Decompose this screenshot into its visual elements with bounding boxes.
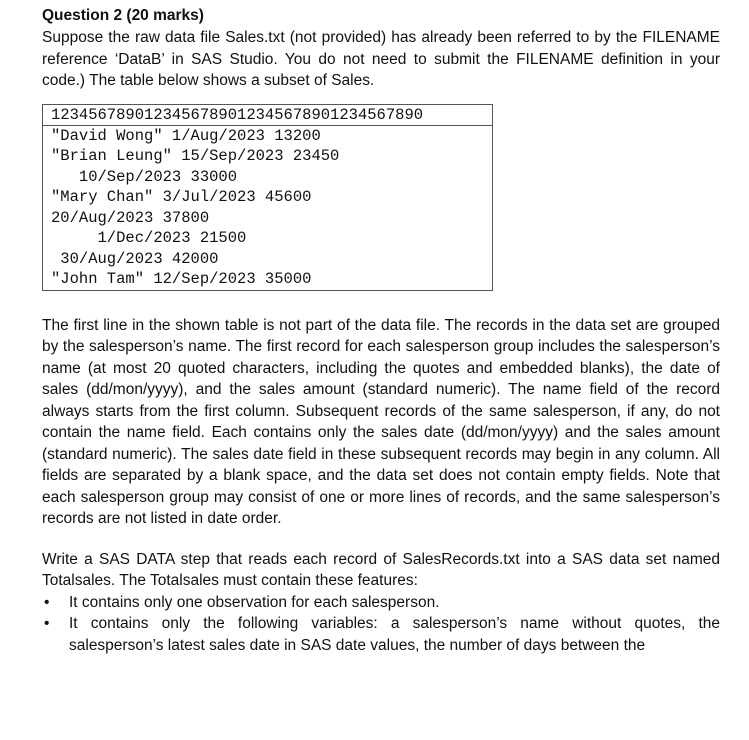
requirements-list — [42, 592, 720, 657]
data-table — [42, 104, 493, 291]
data-row: 20/Aug/2023 37800 — [51, 208, 210, 227]
data-row: 10/Sep/2023 33000 — [51, 167, 238, 186]
question-heading: Question 2 (20 marks) — [42, 7, 204, 24]
bullet-icon: • — [44, 593, 50, 611]
requirement-item — [42, 613, 720, 656]
data-row: "Brian Leung" 15/Sep/2023 23450 — [51, 147, 340, 165]
column-ruler: 1234567890123456789012345678901234567890 — [43, 105, 492, 126]
data-row: 30/Aug/2023 42000 — [51, 249, 219, 268]
data-row: 1/Dec/2023 21500 — [51, 229, 247, 247]
data-row: "John Tam" 12/Sep/2023 35000 — [51, 270, 312, 288]
bullet-icon: • — [44, 615, 50, 632]
description-paragraph: The first line in the shown table is not part of the data file. The records in the data set are grouped by the salesperson’s name. The first record for each salesperson group includes the salesperson’s name (at most 20 quoted characters, including the quotes and embedded blanks), the date of sales (dd/mon/yyyy), and the sales amount (standard numeric). The name field of the record always starts from the first column. Subsequent records of the same salesperson, if any, do not contain the name field. Each contains only the sales date (dd/mon/yyyy) and the sales amount (standard numeric). The sales date field in these subsequent records may begin in any column. All fields are separated by a blank space, and the data set does not contain empty fields. Note that each salesperson group may consist of one or more lines of records, and the same salesperson’s records are not listed in date order. — [42, 316, 720, 527]
data-row: "Mary Chan" 3/Jul/2023 45600 — [51, 188, 312, 206]
data-row: "David Wong" 1/Aug/2023 13200 — [51, 126, 321, 145]
data-rows — [43, 126, 492, 290]
requirement-text: It contains only one observation for each salesperson. — [69, 593, 440, 611]
intro-paragraph: Suppose the raw data file Sales.txt (not provided) has already been referred to by the FILENAME reference ‘DataB’ in SAS Studio. You do not need to submit the FILENAME definition in your code.) The table below shows a subset of Sales. — [42, 29, 720, 89]
requirement-text: It contains only the following variables: a salesperson’s name without quotes, the salesperson’s latest sales date in SAS date values, the number of days between the — [69, 615, 720, 654]
question-document — [42, 6, 720, 656]
task-paragraph: Write a SAS DATA step that reads each record of SalesRecords.txt into a SAS data set named Totalsales. The Totalsales must contain these features: — [42, 550, 720, 589]
requirement-item — [42, 592, 720, 614]
